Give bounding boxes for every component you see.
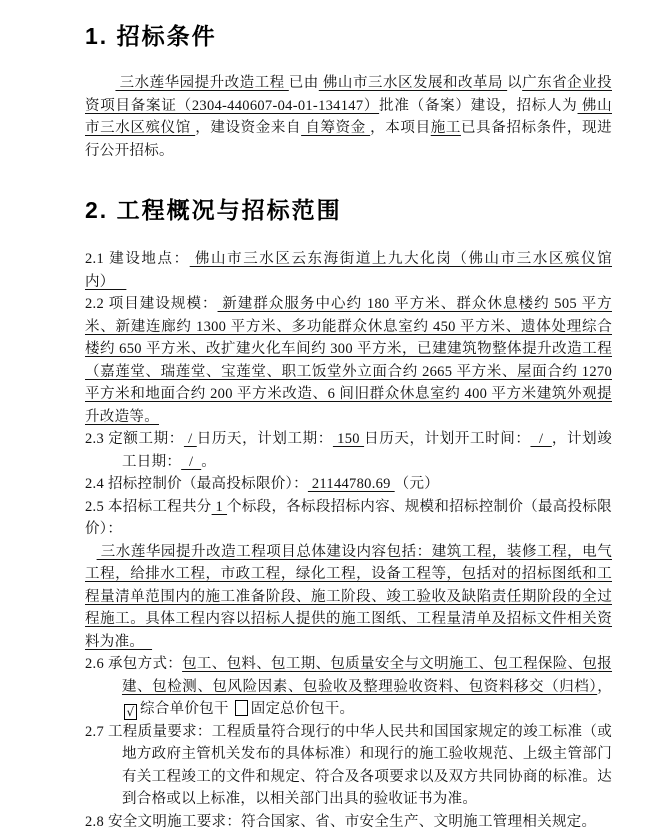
item-2-7 [85, 721, 612, 811]
checkbox-checked: √ [124, 704, 137, 720]
text-run: 2.2 项目建设规模： [85, 296, 218, 312]
underlined-text: 三水莲华园提升改造工程 [115, 75, 288, 91]
underlined-text: 三水莲华园提升改造工程项目总体建设内容包括：建筑工程，装修工程，电气工程，给排水工程，市政工程，绿化工程，设备工程等，包括对的招标图纸和工程量清单范围内的施工准备阶段、施工阶段、竣工验收及缺陷责任期阶段的全过程施工。具体工程内容以招标人提供的施工图纸、工程量清单及招标文件相关资料为准。 [85, 544, 612, 650]
text-run: 已由 [289, 75, 319, 91]
section-2-heading: 2. 工程概况与招标范围 [85, 194, 612, 226]
text-run: （元） [395, 476, 439, 492]
text-run: 已具备招标条件，现进行公开招标。 [85, 120, 612, 159]
text-run: 2.1 建设地点： [85, 251, 190, 267]
text-run: 2.8 安全文明施工要求：符合国家、省、市安全生产、文明施工管理相关规定。 [85, 814, 596, 830]
item-2-2 [85, 293, 612, 428]
underlined-text: 佛山市三水区发展和改革局 [319, 75, 507, 91]
checkbox-empty [235, 700, 248, 716]
item-2-6 [85, 653, 612, 721]
item-2-1 [85, 248, 612, 293]
text-run: 综合单价包干 [140, 701, 233, 717]
text-run: ， [597, 679, 612, 695]
text-run: 2.4 招标控制价（最高投标限价）： [85, 476, 308, 492]
text-run: 2.3 定额工期： [85, 431, 184, 447]
underlined-text: 广东省企业投资项目备案证（2304-440607-04-01-134147） [85, 75, 612, 114]
text-run: 日历天，计划工期： [197, 431, 333, 447]
underlined-text: 施工 [431, 120, 461, 136]
text-run: 2.5 本招标工程共分 [85, 499, 212, 515]
underlined-text: 1 [212, 499, 227, 515]
text-run: 个标段，各标段招标内容、规模和招标控制价（最高投标限价）： [85, 499, 612, 538]
section-1-heading: 1. 招标条件 [85, 20, 612, 52]
text-run: ，建设资金来自 [195, 120, 301, 136]
text-run: 2.7 工程质量要求：工程质量符合现行的中华人民共和国国家规定的竣工标准（或地方政府主管机关发布的具体标准）和现行的施工验收规范、上级主管部门有关工程竣工的文件和规定、符合及各项要求以及双方共同协商的标准。达到合格或以上标准，以相关部门出具的验收证书为准。 [85, 724, 612, 808]
item-2-5 [85, 496, 612, 541]
underlined-text: / [184, 431, 197, 447]
text-run: 2.6 承包方式： [85, 656, 182, 672]
item-2-5-detail [85, 541, 612, 654]
text-run: 日历天，计划开工时间： [364, 431, 530, 447]
item-2-3 [85, 428, 612, 473]
text-run: ，计划竣工日期： [122, 431, 612, 470]
underlined-text: 佛山市三水区殡仪馆 [85, 98, 612, 137]
underlined-text: 自筹资金 [301, 120, 370, 136]
underlined-text: 21144780.69 [308, 476, 395, 492]
underlined-text: 包工、包料、包工期、包质量安全与文明施工、包工程保险、包报建、包检测、包风险因素、包验收及整理验收资料、包资料移交（归档） [122, 656, 612, 695]
underlined-text: 佛山市三水区云东海街道上九大化岗（佛山市三水区殡仪馆内） [85, 251, 612, 290]
underlined-text: / [181, 454, 201, 470]
item-2-4 [85, 473, 612, 496]
text-run: 固定总价包干。 [251, 701, 355, 717]
text-run: 以 [507, 75, 522, 91]
underlined-text: 150 [333, 431, 364, 447]
text-run: ，本项目 [370, 120, 431, 136]
text-run: 批准（备案）建设，招标人为 [379, 98, 577, 114]
text-run: 。 [201, 454, 216, 470]
underlined-text: 新建群众服务中心约 180 平方米、群众休息楼约 505 平方米、新建连廊约 1300 平方米、多功能群众休息室约 450 平方米、遗体处理综合楼约 650 平方米、改扩建火化车间约 300 平方米，已建建筑物整体提升改造工程（嘉莲堂、瑞莲堂、宝莲堂、职工饭堂外立面合约 2665 平方米、屋面合约 1270 平方米和地面合约 200 平方米改造、6 间旧群众休息室约 400 平方米建筑外观提升改造等。 [85, 296, 612, 425]
section-1-intro-paragraph [85, 72, 612, 162]
item-2-8 [85, 811, 612, 833]
underlined-text: / [530, 431, 551, 447]
